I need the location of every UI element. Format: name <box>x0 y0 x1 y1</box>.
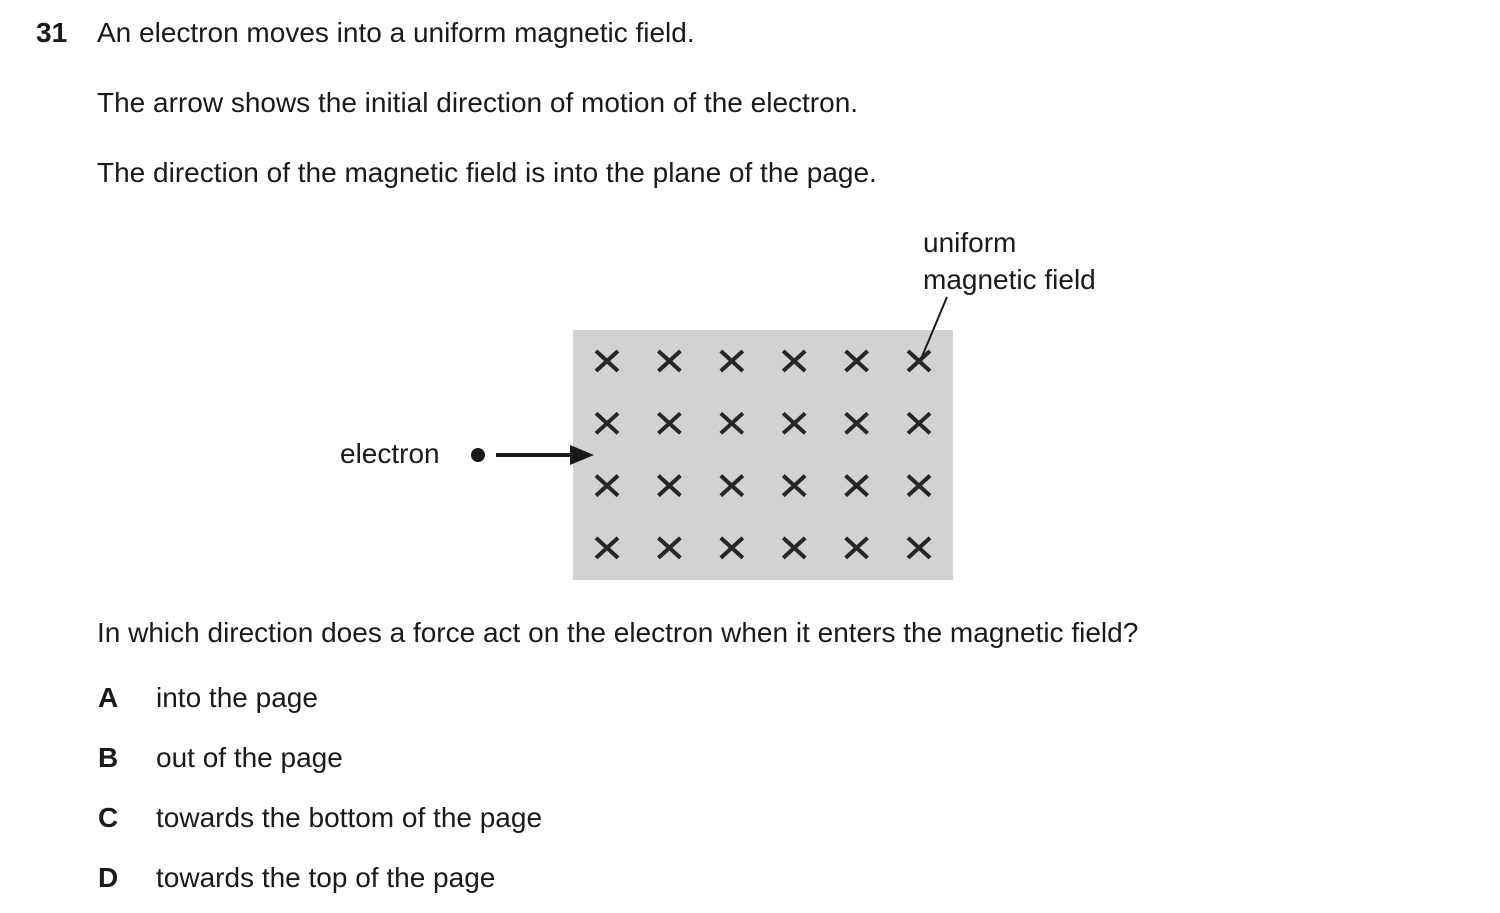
question-text-line: The direction of the magnetic field is into the plane of the page. <box>97 157 877 188</box>
option-letter: C <box>98 802 119 833</box>
field-cross-icon <box>721 351 743 371</box>
field-label-line: magnetic field <box>923 264 1096 295</box>
field-cross-icon <box>783 351 805 371</box>
field-cross-icon <box>658 538 680 558</box>
question-prompt: In which direction does a force act on the electron when it enters the magnetic field? <box>97 617 1139 648</box>
option-text: towards the bottom of the page <box>156 802 543 833</box>
field-label-line: uniform <box>923 227 1017 258</box>
field-cross-icon <box>783 538 805 558</box>
field-cross-icon <box>721 476 743 496</box>
option-letter: A <box>98 682 119 713</box>
option-letter: B <box>98 742 119 773</box>
field-cross-icon <box>846 476 868 496</box>
field-cross-icon <box>658 476 680 496</box>
field-label <box>923 224 1096 298</box>
field-cross-icon <box>658 351 680 371</box>
question-text-line: An electron moves into a uniform magnetic field. <box>97 17 695 48</box>
field-crosses <box>596 351 930 558</box>
field-cross-icon <box>846 538 868 558</box>
option-letter: D <box>98 862 119 893</box>
field-cross-icon <box>721 413 743 433</box>
electron-dot <box>471 448 485 462</box>
field-cross-icon <box>908 538 930 558</box>
field-cross-icon <box>596 476 618 496</box>
electron-label: electron <box>340 438 440 469</box>
option-text: towards the top of the page <box>156 862 496 893</box>
field-cross-icon <box>846 351 868 371</box>
field-label-leader-line <box>921 297 947 359</box>
field-cross-icon <box>908 476 930 496</box>
velocity-arrow-head <box>570 445 594 465</box>
question-number: 31 <box>36 17 68 48</box>
field-cross-icon <box>596 351 618 371</box>
question-text-line: The arrow shows the initial direction of motion of the electron. <box>97 87 859 118</box>
field-cross-icon <box>783 413 805 433</box>
field-cross-icon <box>783 476 805 496</box>
field-cross-icon <box>721 538 743 558</box>
field-cross-icon <box>908 351 930 371</box>
field-region <box>573 330 953 580</box>
field-cross-icon <box>596 413 618 433</box>
field-cross-icon <box>846 413 868 433</box>
field-cross-icon <box>596 538 618 558</box>
field-cross-icon <box>658 413 680 433</box>
option-text: into the page <box>156 682 318 713</box>
field-cross-icon <box>908 413 930 433</box>
option-text: out of the page <box>156 742 343 773</box>
